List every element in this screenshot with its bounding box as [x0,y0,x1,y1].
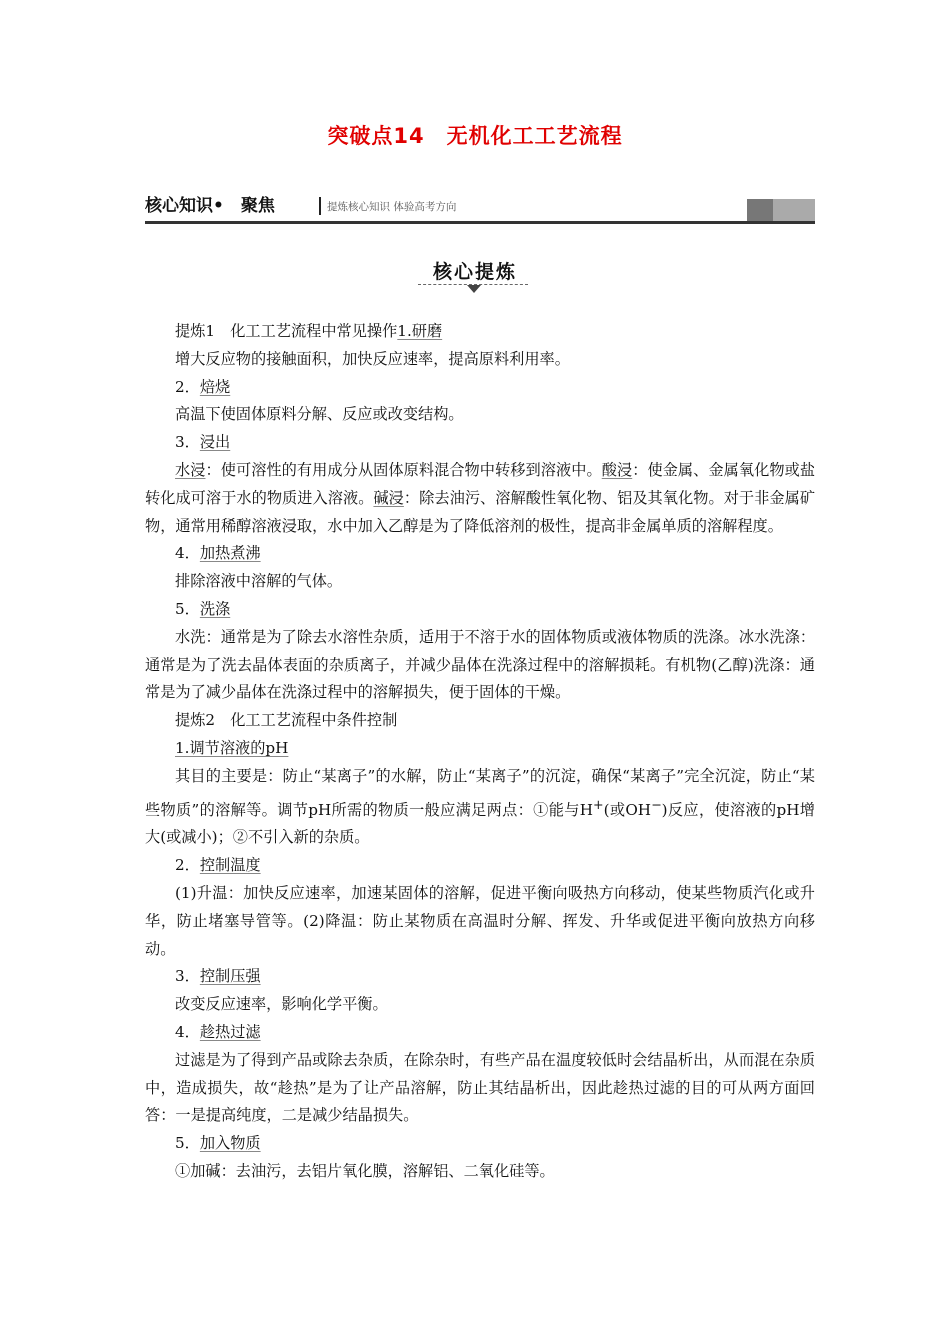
text: ：使可溶性的有用成分从固体原料混合物中转移到溶液中。 [205,460,602,479]
text: (或OH [603,800,652,819]
paragraph [145,318,815,346]
paragraph: 过滤是为了得到产品或除去杂质，在除杂时，有些产品在温度较低时会结晶析出，从而混在杂质中，造成损失，故“趁热”是为了让产品溶解，防止其结晶析出，因此趁热过滤的目的可从两方面回答：一是提高纯度，二是减少结晶损失。 [145,1050,815,1125]
underlined-text: 1.研磨 [397,322,443,340]
underlined-text: 1.调节溶液的pH [175,738,289,757]
underlined-text: 加热煮沸 [199,544,261,563]
text: 3． [175,967,200,986]
underlined-text: 碱浸 [373,488,404,507]
underlined-text: 加入物质 [199,1134,261,1153]
header-bar-title: 核心知识• 聚焦 [145,196,275,216]
text: 2． [175,856,200,875]
paragraph: 改变反应速率，影响化学平衡。 [175,995,388,1014]
underlined-text: 浸出 [199,433,231,452]
underlined-text: 洗涤 [199,599,231,618]
text: 3． [175,433,200,452]
paragraph [145,596,815,624]
paragraph [145,457,815,540]
document-body [145,318,815,1186]
text: ：使金属、金属氧化物或盐转化成可溶于水的物质进入溶液。 [145,460,816,507]
paragraph [145,1130,815,1158]
paragraph [145,852,815,880]
paragraph: 高温下使固体原料分解、反应或改变结构。 [175,405,464,424]
paragraph: 排除溶液中溶解的气体。 [175,572,343,591]
header-bar-divider [319,197,321,215]
text: 4． [175,544,200,563]
header-bar-block-dark [747,199,773,221]
paragraph: ①加碱：去油污，去铝片氧化膜，溶解铝、二氧化硅等。 [175,1161,555,1180]
underlined-text: 酸浸 [601,460,633,479]
text: )反应，使溶液的pH增大(或减小)；②不引入新的杂质。 [145,800,815,847]
header-bar-rule [145,221,815,224]
paragraph [145,763,815,852]
paragraph: 增大反应物的接触面积，加快反应速率，提高原料利用率。 [175,349,570,368]
underlined-text: 水浸 [175,460,206,479]
superscript: − [651,796,662,812]
header-bar-subtitle: 提炼核心知识 体验高考方向 [327,201,457,213]
text: 5． [175,1134,200,1153]
underlined-text: 控制压强 [199,967,261,986]
section-title-triangle [467,285,481,293]
superscript: + [592,796,604,812]
paragraph [145,1019,815,1047]
paragraph [145,540,815,568]
paragraph [145,735,815,763]
text: 其目的主要是：防止“某离子”的水解，防止“某离子”的沉淀，确保“某离子”完全沉淀，防止“某些物质”的溶解等。调节pH所需的物质一般应满足两点：①能与H [145,766,815,819]
paragraph [145,963,815,991]
page-title: 突破点14 无机化工工艺流程 [327,124,623,148]
paragraph: (1)升温：加快反应速率，加速某固体的溶解，促进平衡向吸热方向移动，使某些物质汽化或升华，防止堵塞导管等。(2)降温：防止某物质在高温时分解、挥发、升华或促进平衡向放热方向移动。 [145,884,815,958]
underlined-text: 控制温度 [199,856,261,875]
paragraph: 提炼2 化工工艺流程中条件控制 [175,711,398,730]
section-header-bar [145,193,815,224]
text: ：除去油污、溶解酸性氧化物、铝及其氧化物。对于非金属矿物，通常用稀醇溶液浸取，水中加入乙醇是为了降低溶剂的极性，提高非金属单质的溶解程度。 [145,488,816,535]
underlined-text: 焙烧 [199,377,231,396]
header-bar-block-light [773,199,815,221]
text: 提炼1 化工工艺流程中常见操作 [175,322,398,340]
text: 4． [175,1022,200,1041]
text: 2． [175,377,200,396]
paragraph [145,429,815,457]
section-title: 核心提炼 [432,261,517,283]
paragraph: 水洗：通常是为了除去水溶性杂质，适用于不溶于水的固体物质或液体物质的洗涤。冰水洗涤：通常是为了洗去晶体表面的杂质离子，并减少晶体在洗涤过程中的溶解损耗。有机物(乙醇)洗涤：通常是为了减少晶体在洗涤过程中的溶解损失，便于固体的干燥。 [145,627,815,702]
text: 5． [175,599,200,618]
paragraph [145,374,815,402]
underlined-text: 趁热过滤 [199,1022,261,1041]
